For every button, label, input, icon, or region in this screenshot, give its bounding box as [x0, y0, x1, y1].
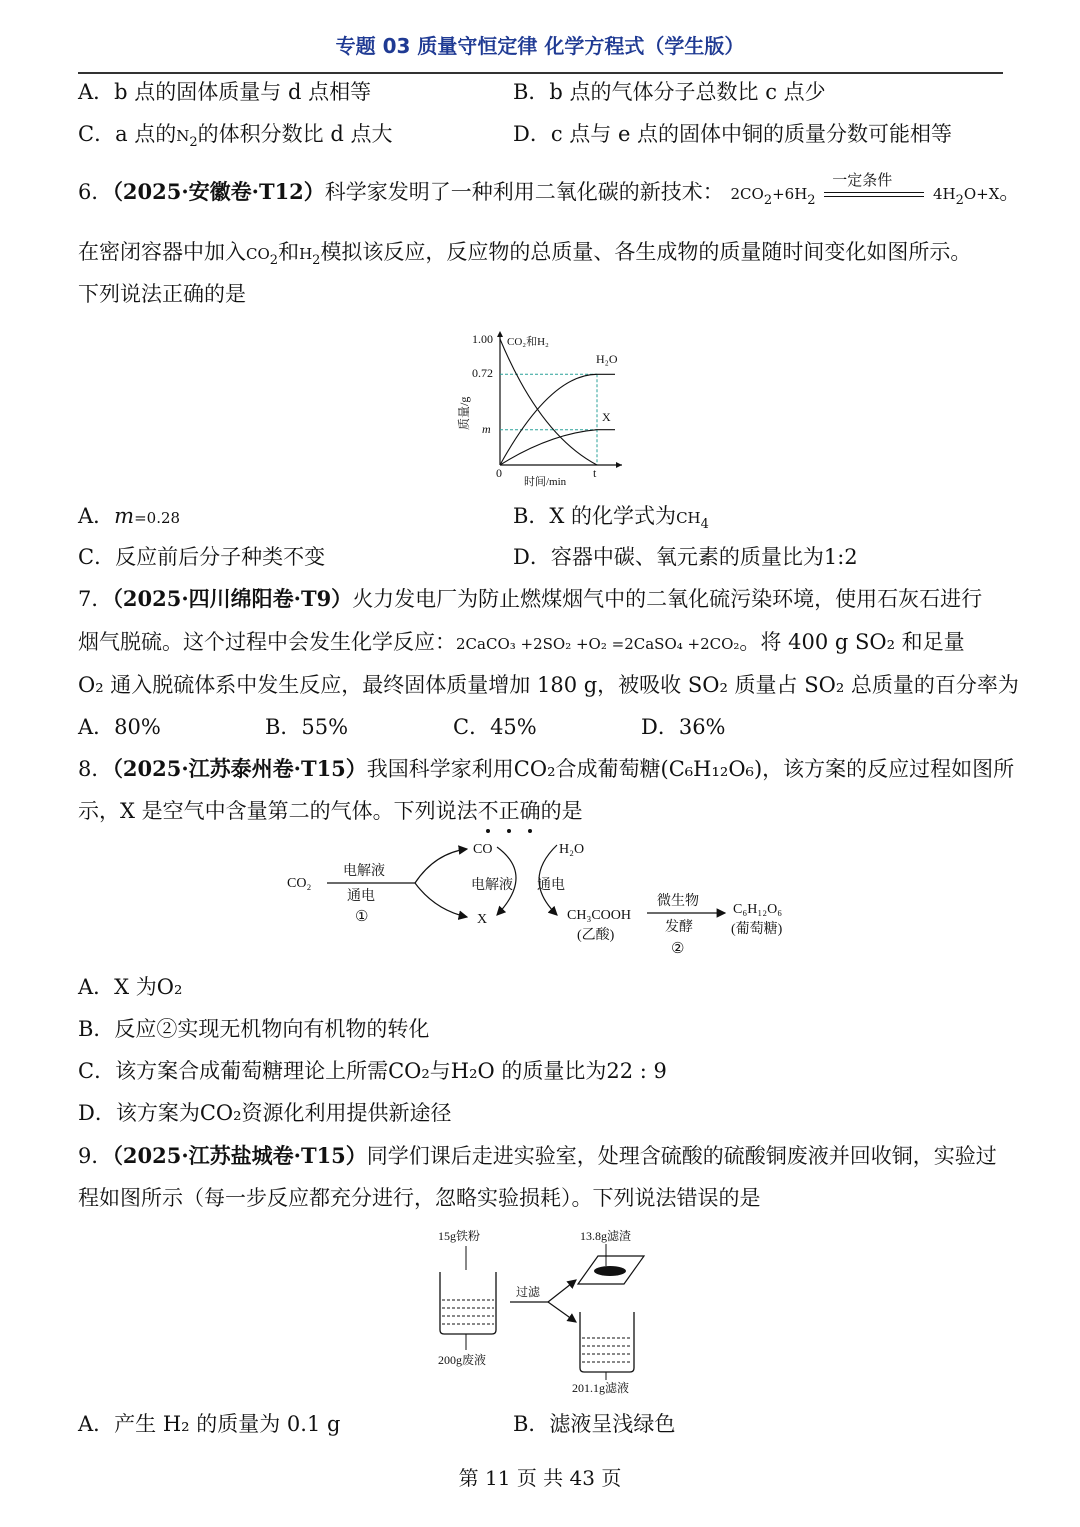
series-x-line: [500, 430, 615, 465]
q6-option-d: D．容器中碳、氧元素的质量比为1:2: [513, 545, 858, 569]
x-axis-label: 时间/min: [524, 476, 567, 488]
q7-option-b: B．55%: [265, 715, 349, 739]
legend-reactants: CO₂和H₂: [507, 336, 549, 348]
series-h2o-line: [500, 374, 615, 465]
label-filtrate: 201.1g滤液: [572, 1381, 630, 1395]
beaker-waste: [440, 1272, 496, 1334]
label-residue: 13.8g滤渣: [580, 1229, 632, 1243]
q8-option-b: B．反应②实现无机物向有机物的转化: [78, 1017, 430, 1041]
q8-option-c: C．该方案合成葡萄糖理论上所需CO₂与H₂O 的质量比为22 : 9: [78, 1059, 667, 1083]
beaker-filtrate: [580, 1312, 634, 1372]
emphasis-dotted-text: 不正确: [478, 799, 541, 823]
q6-stem-line3: 下列说法正确的是: [78, 282, 246, 306]
q5-option-c: C．a 点的$N_2$的体积分数比 d 点大: [78, 122, 393, 151]
q6-mass-time-chart: [450, 325, 640, 490]
diagram-mid-right: 通电: [537, 878, 565, 893]
legend-x: X: [602, 410, 611, 424]
diagram-mid-left: 电解液: [471, 878, 513, 893]
diagram-step2-num: ②: [671, 941, 685, 957]
header-divider: [78, 72, 1003, 74]
page-number: 第 11 页 共 43 页: [458, 1466, 622, 1490]
diagram-step1-num: ①: [355, 909, 369, 925]
diagram-h2o: H₂O: [559, 842, 585, 857]
q7-option-a: A．80%: [78, 715, 161, 739]
page-header-title: 专题 03 质量守恒定律 化学方程式（学生版）: [335, 34, 745, 58]
beaker-waste-liquid: [442, 1300, 494, 1324]
q9-stem-line1: 9．（2025·江苏盐城卷·T15）同学们课后走进实验室，处理含硫酸的硫酸铜废液并回收铜，实验过: [78, 1143, 997, 1168]
q8-stem-line1: 8．（2025·江苏泰州卷·T15）我国科学家利用CO₂合成葡萄糖(C₆H₁₂O₆)，该方案的反应过程如图所: [78, 756, 1015, 781]
diagram-step1-top: 电解液: [343, 864, 385, 879]
residue-pile: [594, 1266, 626, 1276]
diagram-step2-bottom: 发酵: [665, 920, 693, 935]
diagram-acetic: CH₃COOH: [567, 908, 631, 923]
legend-h2o: H₂O: [596, 352, 618, 366]
q6-option-c: C．反应前后分子种类不变: [78, 545, 326, 569]
diagram-co2: CO₂: [287, 876, 312, 891]
q8-option-a: A．X 为O₂: [78, 975, 183, 999]
y-axis-arrow: [497, 331, 503, 337]
arrow-to-x: [415, 883, 467, 917]
q7-stem-line2: 烟气脱硫。这个过程中会发生化学反应：2CaCO₃ +2SO₂ +O₂ =2CaSO₄ +2CO₂。将 400 g SO₂ 和足量: [78, 630, 965, 654]
q7-equation: 2CaCO₃ +2SO₂ +O₂ =2CaSO₄ +2CO₂: [456, 635, 740, 653]
beaker-filtrate-liquid: [582, 1338, 632, 1362]
q5-option-d: D．c 点与 e 点的固体中铜的质量分数可能相等: [513, 122, 953, 146]
q7-option-d: D．36%: [641, 715, 726, 739]
q7-stem-line1: 7．（2025·四川绵阳卷·T9）火力发电厂为防止燃煤烟气中的二氧化硫污染环境，使用石灰石进行: [78, 586, 983, 611]
q6-option-b: B．X 的化学式为$CH_4$: [513, 504, 709, 533]
label-filter: 过滤: [516, 1285, 541, 1299]
arrow-to-filtrate: [548, 1302, 576, 1322]
diagram-glucose: C₆H₁₂O₆: [733, 902, 783, 917]
q7-stem-line3: O₂ 通入脱硫体系中发生反应，最终固体质量增加 180 g，被吸收 SO₂ 质量占 SO₂ 总质量的百分率为: [78, 673, 1019, 697]
diagram-glucose-name: (葡萄糖): [731, 922, 783, 937]
label-iron-powder: 15g铁粉: [438, 1229, 481, 1243]
arrow-to-residue: [548, 1280, 576, 1302]
x-tick-t: t: [593, 466, 597, 480]
q9-experiment-diagram: [430, 1222, 660, 1397]
q8-stem-line2: 示，X 是空气中含量第二的气体。下列说法不正确 的是: [78, 797, 583, 825]
diagram-step2-top: 微生物: [657, 894, 699, 909]
x-axis-arrow: [616, 462, 622, 468]
label-waste-liquid: 200g废液: [438, 1353, 487, 1367]
q6-option-a: A．m=0.28: [78, 504, 181, 528]
q6-stem-line1: 6．（2025·安徽卷·T12）科学家发明了一种利用二氧化碳的新技术： $2CO_2+6H_2$ 一定条件 $4H_2O+X$。: [78, 170, 1021, 209]
q7-option-c: C．45%: [453, 715, 537, 739]
diagram-step1-bottom: 通电: [347, 889, 375, 904]
q9-option-b: B．滤液呈浅绿色: [513, 1412, 676, 1436]
q8-option-d: D．该方案为CO₂资源化利用提供新途径: [78, 1101, 452, 1125]
q5-option-a: A．b 点的固体质量与 d 点相等: [78, 80, 372, 104]
y-tick-1: 1.00: [472, 332, 493, 346]
y-tick-m: m: [482, 422, 491, 436]
y-tick-072: 0.72: [472, 366, 493, 380]
diagram-co: CO: [473, 842, 493, 857]
q9-stem-line2: 程如图所示（每一步反应都充分进行，忽略实验损耗）。下列说法错误的是: [78, 1186, 761, 1210]
q9-option-a: A．产生 H₂ 的质量为 0.1 g: [78, 1412, 341, 1436]
q6-stem-line2: 在密闭容器中加入$CO_2$和$H_2$模拟该反应，反应物的总质量、各生成物的质量随时间变化如图所示。: [78, 240, 972, 269]
q8-reaction-flow-diagram: [285, 835, 805, 960]
arrow-to-co: [415, 849, 467, 883]
q5-option-b: B．b 点的气体分子总数比 c 点少: [513, 80, 826, 104]
x-tick-0: 0: [496, 466, 502, 480]
diagram-x: X: [477, 912, 488, 927]
y-axis-label: 质量/g: [457, 396, 471, 430]
diagram-acetic-name: (乙酸): [577, 928, 615, 943]
